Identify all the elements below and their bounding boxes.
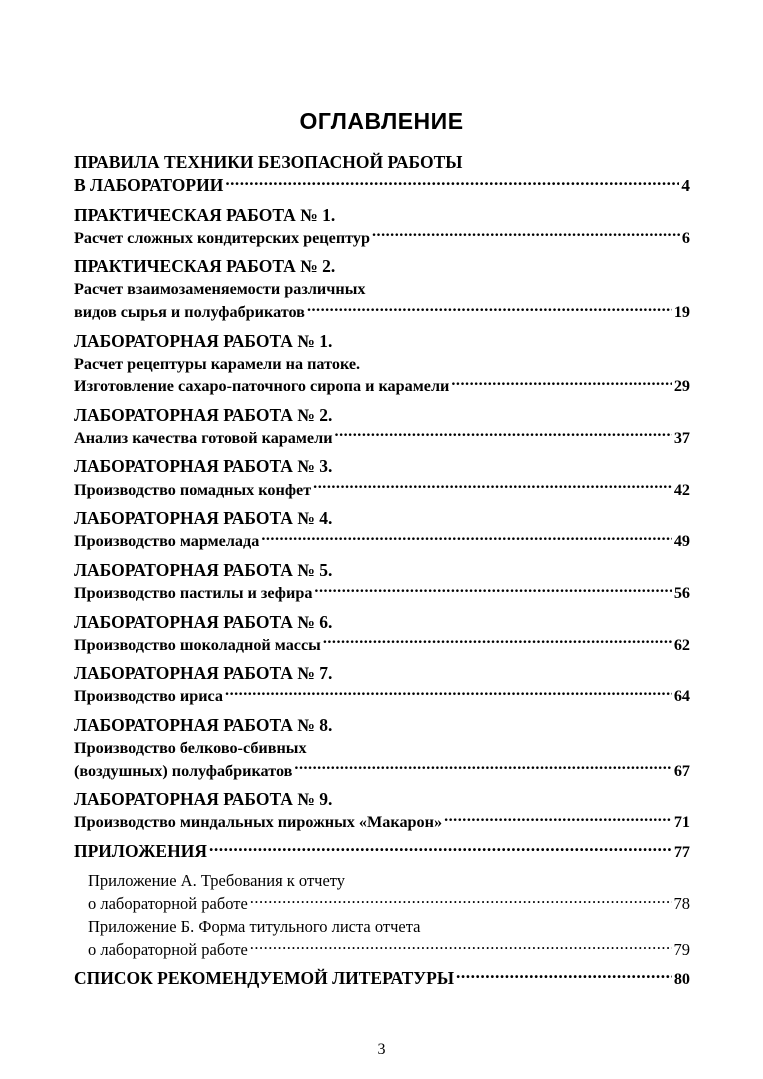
entry-title: В ЛАБОРАТОРИИ (74, 175, 224, 196)
page-ref: 64 (673, 687, 690, 706)
toc-entry-appendix[interactable] (74, 839, 690, 864)
leader-dots (307, 301, 672, 317)
toc-entry-appendix-a[interactable] (74, 869, 690, 915)
entry-title: Расчет сложных кондитерских рецептур (74, 228, 370, 247)
entry-title: Расчет взаимозаменяемости различных (74, 280, 366, 299)
page-ref: 79 (673, 939, 690, 959)
entry-title: Производство помадных конфет (74, 480, 312, 499)
page-ref: 77 (673, 842, 690, 861)
entry-heading: ЛАБОРАТОРНАЯ РАБОТА № 4. (74, 508, 333, 529)
toc-entry-lr4[interactable] (74, 506, 690, 553)
leader-dots (294, 759, 671, 775)
leader-dots (335, 427, 672, 443)
leader-dots (313, 478, 672, 494)
entry-title: о лабораторной работе (88, 893, 248, 913)
entry-title: ПРИЛОЖЕНИЯ (74, 840, 207, 861)
entry-heading: ЛАБОРАТОРНАЯ РАБОТА № 9. (74, 789, 333, 810)
entry-heading: ЛАБОРАТОРНАЯ РАБОТА № 5. (74, 559, 333, 580)
entry-heading: ЛАБОРАТОРНАЯ РАБОТА № 3. (74, 456, 333, 477)
entry-heading: ПРАКТИЧЕСКАЯ РАБОТА № 1. (74, 204, 336, 225)
leader-dots (314, 582, 671, 598)
page-ref: 4 (681, 176, 690, 196)
entry-title: Производство миндальных пирожных «Макарон» (74, 813, 443, 832)
page-ref: 37 (673, 428, 690, 447)
page-ref: 78 (673, 893, 690, 913)
table-of-contents (74, 150, 690, 996)
page-ref: 71 (673, 813, 690, 832)
entry-title: (воздушных) полуфабрикатов (74, 761, 293, 780)
toc-entry-lr1[interactable] (74, 329, 690, 398)
page-ref: 6 (681, 228, 690, 247)
entry-title: Приложение А. Требования к отчету (88, 870, 346, 890)
page-ref: 80 (673, 969, 690, 988)
entry-heading: ЛАБОРАТОРНАЯ РАБОТА № 6. (74, 611, 333, 632)
entry-title: Анализ качества готовой карамели (74, 428, 333, 447)
entry-title: Изготовление сахаро-паточного сиропа и карамели (74, 377, 450, 396)
entry-title: СПИСОК РЕКОМЕНДУЕМОЙ ЛИТЕРАТУРЫ (74, 967, 455, 988)
page-ref: 56 (673, 584, 690, 602)
page-title: ОГЛАВЛЕНИЕ (299, 108, 464, 134)
entry-heading: ЛАБОРАТОРНАЯ РАБОТА № 7. (74, 663, 333, 684)
entry-title: Производство ириса (74, 687, 224, 706)
toc-entry-lr6[interactable] (74, 610, 690, 657)
entry-title: Расчет рецептуры карамели на патоке. (74, 354, 361, 373)
page-ref: 62 (673, 635, 690, 654)
entry-title: Производство мармелада (74, 532, 260, 551)
entry-title: Производство белково-сбивных (74, 738, 307, 757)
toc-entry-lr2[interactable] (74, 403, 690, 450)
toc-entry-pr1[interactable] (74, 203, 690, 250)
toc-entry-pr2[interactable] (74, 254, 690, 323)
leader-dots (225, 174, 679, 191)
page-ref: 19 (673, 303, 690, 322)
toc-entry-safety[interactable] (74, 150, 690, 198)
page-ref: 42 (673, 480, 690, 499)
page-ref: 67 (673, 761, 690, 780)
entry-heading: ЛАБОРАТОРНАЯ РАБОТА № 8. (74, 714, 333, 735)
entry-title: видов сырья и полуфабрикатов (74, 303, 305, 322)
toc-entry-lr5[interactable] (74, 558, 690, 605)
entry-heading: ПРАКТИЧЕСКАЯ РАБОТА № 2. (74, 256, 336, 277)
leader-dots (372, 227, 680, 243)
toc-entry-lr8[interactable] (74, 713, 690, 782)
leader-dots (451, 375, 671, 391)
page-number: 3 (377, 1041, 386, 1058)
page-ref: 49 (673, 532, 690, 551)
page-ref: 29 (673, 377, 690, 396)
toc-entry-lr3[interactable] (74, 454, 690, 501)
leader-dots (225, 685, 672, 701)
leader-dots (209, 839, 672, 857)
leader-dots (250, 938, 672, 955)
entry-heading: ЛАБОРАТОРНАЯ РАБОТА № 1. (74, 330, 333, 351)
leader-dots (444, 811, 672, 827)
entry-title: ПРАВИЛА ТЕХНИКИ БЕЗОПАСНОЙ РАБОТЫ (74, 152, 463, 172)
leader-dots (323, 634, 672, 650)
entry-heading: ЛАБОРАТОРНАЯ РАБОТА № 2. (74, 404, 333, 425)
entry-title: Производство пастилы и зефира (74, 584, 313, 602)
entry-title: Приложение Б. Форма титульного листа отчета (88, 916, 421, 936)
leader-dots (456, 966, 672, 984)
entry-title: о лабораторной работе (88, 939, 248, 959)
toc-entry-appendix-b[interactable] (74, 915, 690, 961)
leader-dots (250, 892, 672, 909)
entry-title: Производство шоколадной массы (74, 635, 321, 654)
toc-entry-lr9[interactable] (74, 787, 690, 834)
leader-dots (261, 530, 672, 546)
toc-entry-lr7[interactable] (74, 661, 690, 708)
toc-entry-literature[interactable] (74, 966, 690, 991)
